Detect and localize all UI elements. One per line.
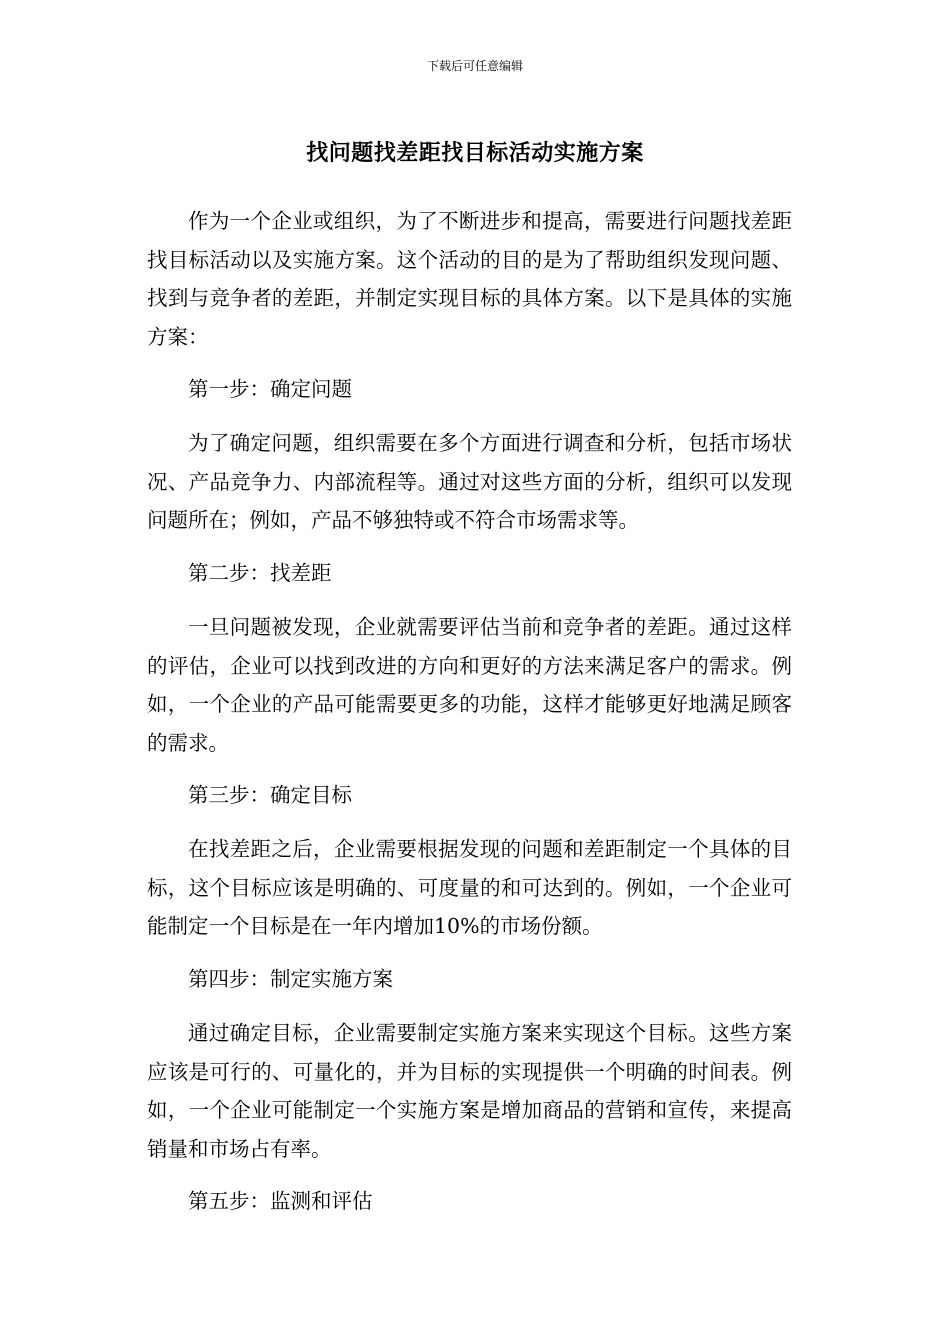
- intro-paragraph: 作为一个企业或组织，为了不断进步和提高，需要进行问题找差距找目标活动以及实施方案。这个活动的目的是为了帮助组织发现问题、找到与竞争者的差距，并制定实现目标的具体方案。以下是具体的实施方案：: [147, 209, 792, 349]
- step-3-heading: 第三步：确定目标: [188, 783, 352, 807]
- step-1-heading: 第一步：确定问题: [188, 377, 352, 401]
- header-note: 下载后可任意编辑: [426, 59, 523, 73]
- step-5-heading: 第五步：监测和评估: [188, 1189, 373, 1213]
- step-4-heading: 第四步：制定实施方案: [188, 967, 393, 991]
- step-3-paragraph: 在找差距之后，企业需要根据发现的问题和差距制定一个具体的目标，这个目标应该是明确的、可度量的和可达到的。例如，一个企业可能制定一个目标是在一年内增加10%的市场份额。: [147, 837, 792, 938]
- step-1-paragraph: 为了确定问题，组织需要在多个方面进行调查和分析，包括市场状况、产品竞争力、内部流程等。通过对这些方面的分析，组织可以发现问题所在；例如，产品不够独特或不符合市场需求等。: [147, 431, 792, 532]
- step-4-paragraph: 通过确定目标，企业需要制定实施方案来实现这个目标。这些方案应该是可行的、可量化的，并为目标的实现提供一个明确的时间表。例如，一个企业可能制定一个实施方案是增加商品的营销和宣传，来提高销量和市场占有率。: [147, 1021, 792, 1161]
- step-2-heading: 第二步：找差距: [188, 561, 332, 585]
- step-2-paragraph: 一旦问题被发现，企业就需要评估当前和竞争者的差距。通过这样的评估，企业可以找到改进的方向和更好的方法来满足客户的需求。例如，一个企业的产品可能需要更多的功能，这样才能够更好地满足顾客的需求。: [147, 615, 792, 755]
- document-title: 找问题找差距找目标活动实施方案: [306, 141, 644, 166]
